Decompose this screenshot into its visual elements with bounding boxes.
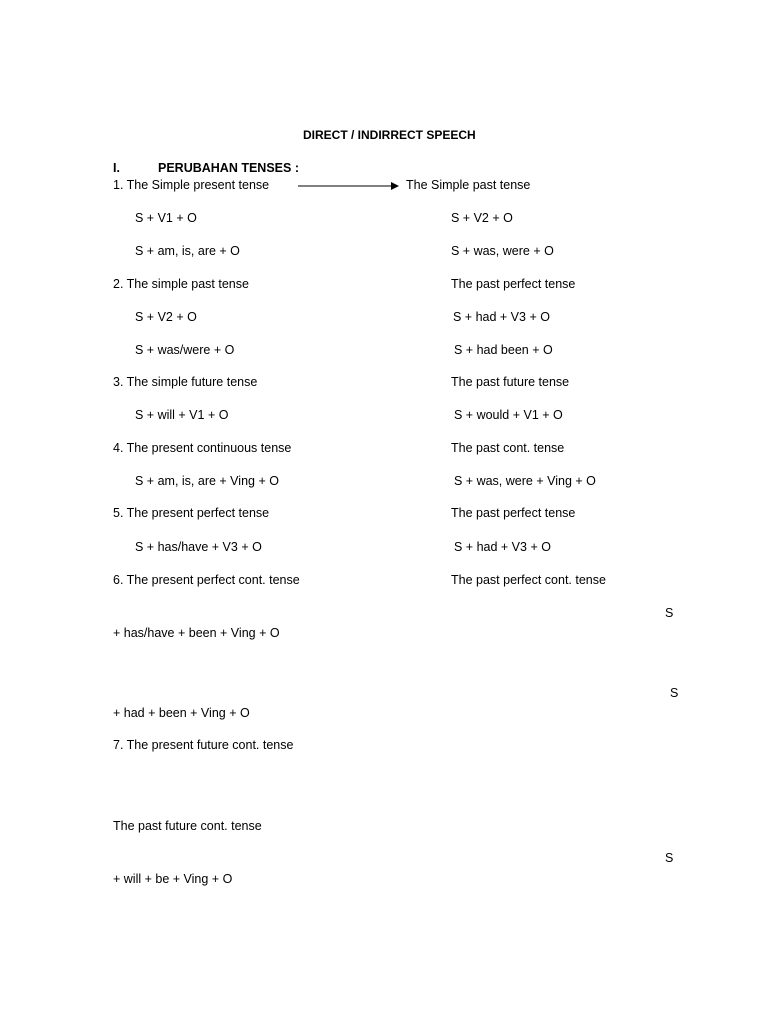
tense-3-indirect: The past future tense xyxy=(451,375,570,389)
formula-4-indirect: S + was, were + Ving + O xyxy=(454,474,596,488)
subject-marker: S xyxy=(665,851,674,865)
section-number: I. xyxy=(113,161,120,175)
formula-1a-direct: S + V1 + O xyxy=(135,211,197,225)
formula-5-direct: S + has/have + V3 + O xyxy=(135,540,262,554)
formula-5-indirect: S + had + V3 + O xyxy=(454,540,551,554)
formula-2b-direct: S + was/were + O xyxy=(135,343,235,357)
formula-3-indirect: S + would + V1 + O xyxy=(454,408,563,422)
tense-3-direct: 3. The simple future tense xyxy=(113,375,258,389)
tense-4-indirect: The past cont. tense xyxy=(451,441,565,455)
tense-2-indirect: The past perfect tense xyxy=(451,277,576,291)
tense-5-direct: 5. The present perfect tense xyxy=(113,506,270,520)
tense-2-direct: 2. The simple past tense xyxy=(113,277,249,291)
formula-4-direct: S + am, is, are + Ving + O xyxy=(135,474,279,488)
tense-1-direct: 1. The Simple present tense xyxy=(113,178,270,192)
formula-2b-indirect: S + had been + O xyxy=(454,343,553,357)
formula-1b-direct: S + am, is, are + O xyxy=(135,244,240,258)
formula-3-direct: S + will + V1 + O xyxy=(135,408,229,422)
tense-6-indirect: The past perfect cont. tense xyxy=(451,573,606,587)
tense-4-direct: 4. The present continuous tense xyxy=(113,441,292,455)
formula-2a-indirect: S + had + V3 + O xyxy=(453,310,550,324)
arrow-right-icon xyxy=(297,180,401,192)
tense-7-direct: 7. The present future cont. tense xyxy=(113,738,294,752)
subject-marker: S xyxy=(665,606,674,620)
document-title: DIRECT / INDIRRECT SPEECH xyxy=(303,128,476,142)
tense-6-direct: 6. The present perfect cont. tense xyxy=(113,573,300,587)
formula-1a-indirect: S + V2 + O xyxy=(451,211,513,225)
formula-6-indirect: + had + been + Ving + O xyxy=(113,706,250,720)
section-heading: PERUBAHAN TENSES : xyxy=(158,161,299,175)
subject-marker: S xyxy=(670,686,679,700)
formula-6-direct: + has/have + been + Ving + O xyxy=(113,626,280,640)
tense-7-indirect: The past future cont. tense xyxy=(113,819,262,833)
formula-1b-indirect: S + was, were + O xyxy=(451,244,554,258)
tense-1-indirect: The Simple past tense xyxy=(406,178,531,192)
formula-2a-direct: S + V2 + O xyxy=(135,310,197,324)
tense-5-indirect: The past perfect tense xyxy=(451,506,576,520)
formula-7-direct: + will + be + Ving + O xyxy=(113,872,233,886)
